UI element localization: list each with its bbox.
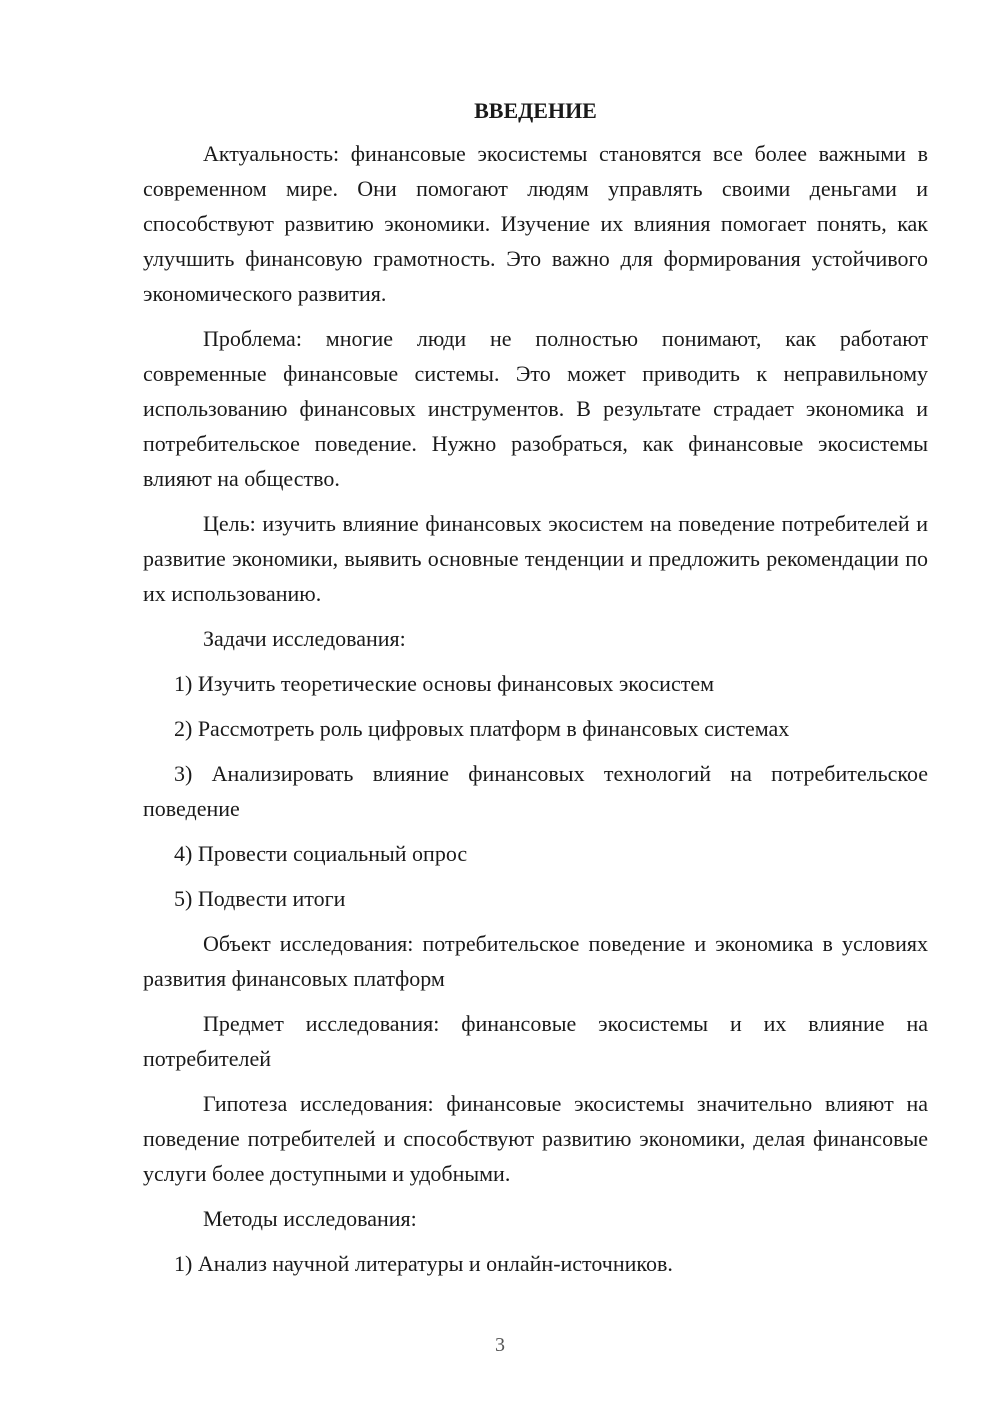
section-title: ВВЕДЕНИЕ <box>474 98 597 123</box>
relevance-paragraph: Актуальность: финансовые экосистемы становятся все более важными в современном мире. Они помогают людям управлять своими деньгами и способствуют развитию экономики. Изучение их влияния помогает понять, как улучшить финансовую грамотность. Это важно для формирования устойчивого экономического развития. <box>143 141 928 306</box>
task-item: 5) Подвести итоги <box>174 886 346 911</box>
problem-paragraph: Проблема: многие люди не полностью понимают, как работают современные финансовые системы. Это может приводить к неправильному использованию финансовых инструментов. В результате страдает экономика и потребительское поведение. Нужно разобраться, как финансовые экосистемы влияют на общество. <box>143 326 928 491</box>
document-page <box>143 96 928 1291</box>
methods-heading: Методы исследования: <box>203 1206 417 1231</box>
task-item: 4) Провести социальный опрос <box>174 841 468 866</box>
goal-paragraph: Цель: изучить влияние финансовых экосистем на поведение потребителей и развитие экономики, выявить основные тенденции и предложить рекомендации по их использованию. <box>143 511 928 606</box>
tasks-heading: Задачи исследования: <box>203 626 406 651</box>
task-item: 1) Изучить теоретические основы финансовых экосистем <box>174 671 715 696</box>
object-paragraph: Объект исследования: потребительское поведение и экономика в условиях развития финансовых платформ <box>143 931 928 991</box>
page-number: 3 <box>495 1334 505 1356</box>
task-item: 3) Анализировать влияние финансовых технологий на потребительское поведение <box>143 761 928 821</box>
subject-paragraph: Предмет исследования: финансовые экосистемы и их влияние на потребителей <box>143 1011 928 1071</box>
method-item: 1) Анализ научной литературы и онлайн-источников. <box>174 1251 673 1276</box>
task-item: 2) Рассмотреть роль цифровых платформ в финансовых системах <box>174 716 790 741</box>
hypothesis-paragraph: Гипотеза исследования: финансовые экосистемы значительно влияют на поведение потребителей и способствуют развитию экономики, делая финансовые услуги более доступными и удобными. <box>143 1091 928 1186</box>
